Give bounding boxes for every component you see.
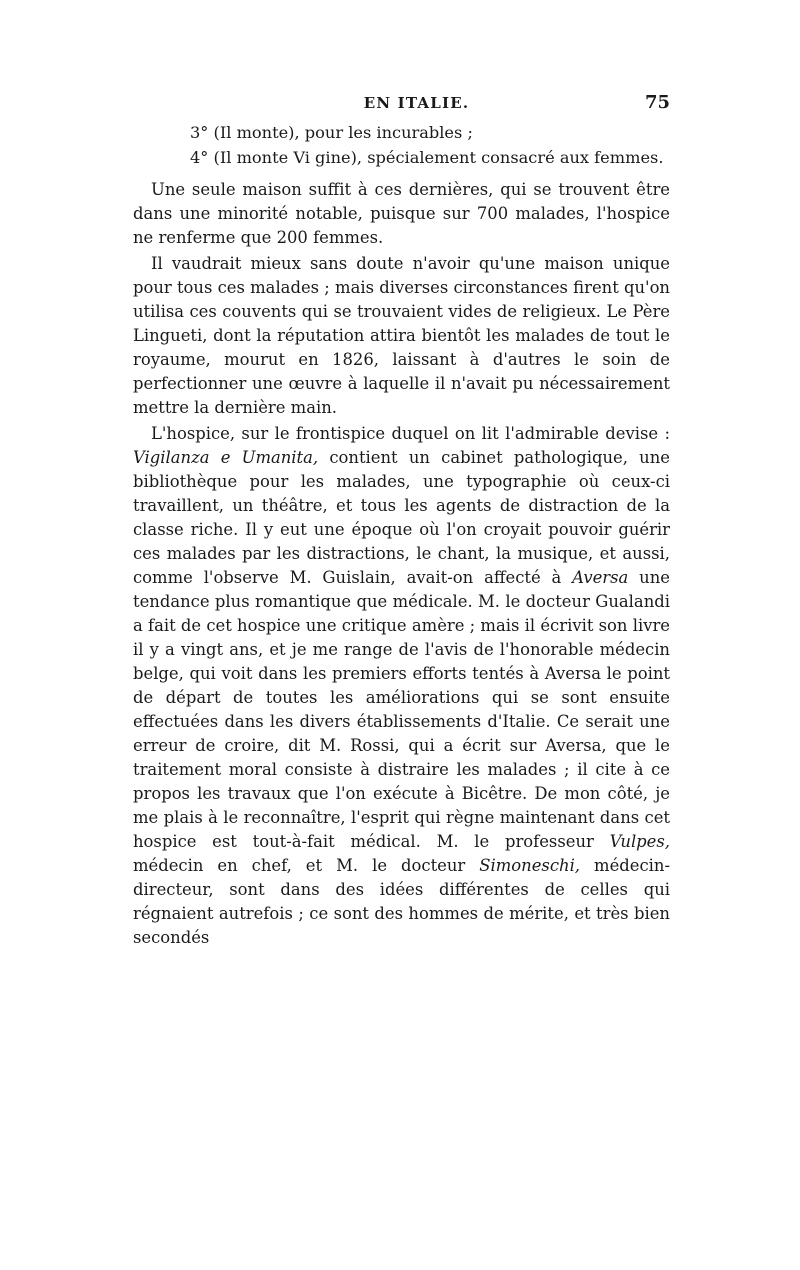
text-segment: L'hospice, sur le frontispice duquel on lit l'admirable devise : xyxy=(151,424,670,443)
paragraph-2 xyxy=(133,252,670,420)
text-segment: médecin en chef, et M. le docteur xyxy=(133,856,480,875)
text-segment: une tendance plus romantique que médicale. M. le docteur Gualandi a fait de cet hospice une critique amère ; mais il écrivit son livre il y a vingt ans, et je me range de l'avis de l'honorable médecin belge, qui voit dans les premiers efforts tentés à Aversa le point de départ de toutes les améliorations qui se sont ensuite effectuées dans les divers établissements d'Italie. Ce serait une erreur de croire, dit M. Rossi, qui a écrit sur Aversa, que le traitement moral consiste à distraire les malades ; il cite à ce propos les travaux que l'on exécute à Bicêtre. De mon côté, je me plais à le reconnaître, l'esprit qui règne maintenant dans cet hospice est tout-à-fait médical. M. le professeur xyxy=(133,568,670,851)
list-item: 4° (Il monte Vi gine), spécialement consacré aux femmes. xyxy=(190,148,664,167)
list-item: 3° (Il monte), pour les incurables ; xyxy=(190,123,473,142)
text-segment: Il vaudrait mieux sans doute n'avoir qu'une maison unique pour tous ces malades ; mais diverses circonstances firent qu'on utilisa ces couvents qui se trouvaient vides de religieux. Le Père Lingueti, dont la réputation attira bientôt les malades de tout le royaume, mourut en 1826, laissant à d'autres le soin de perfectionner une œuvre à laquelle il n'avait pu nécessairement mettre la dernière main. xyxy=(133,254,670,417)
text-segment: contient un cabinet pathologique, une bibliothèque pour les malades, une typographie où ceux-ci travaillent, un théâtre, et tous les agents de distraction de la classe riche. Il y eut une époque où l'on croyait pouvoir guérir ces malades par les distractions, le chant, la musique, et aussi, comme l'observe M. Guislain, avait-on affecté à xyxy=(133,448,670,587)
page-number: 75 xyxy=(644,92,670,113)
place-italic: Aversa xyxy=(572,568,629,587)
name-italic: Simoneschi, xyxy=(479,856,581,875)
name-italic: Vulpes, xyxy=(609,832,670,851)
body-text xyxy=(133,178,670,950)
paragraph-1 xyxy=(133,178,670,250)
book-page xyxy=(133,88,670,950)
motto-italic: Vigilanza e Umanita, xyxy=(133,448,319,467)
numbered-list xyxy=(133,120,670,170)
page-header xyxy=(133,88,670,120)
text-segment: médecin-directeur, sont dans des idées différentes de celles qui régnaient autrefois ; ce sont des hommes de mérite, et très bien secondés xyxy=(133,856,670,947)
text-segment: Une seule maison suffit à ces dernières, qui se trouvent être dans une minorité notable, puisque sur 700 malades, l'hospice ne renferme que 200 femmes. xyxy=(133,180,670,247)
running-head: EN ITALIE. xyxy=(363,94,470,112)
paragraph-3 xyxy=(133,422,670,950)
